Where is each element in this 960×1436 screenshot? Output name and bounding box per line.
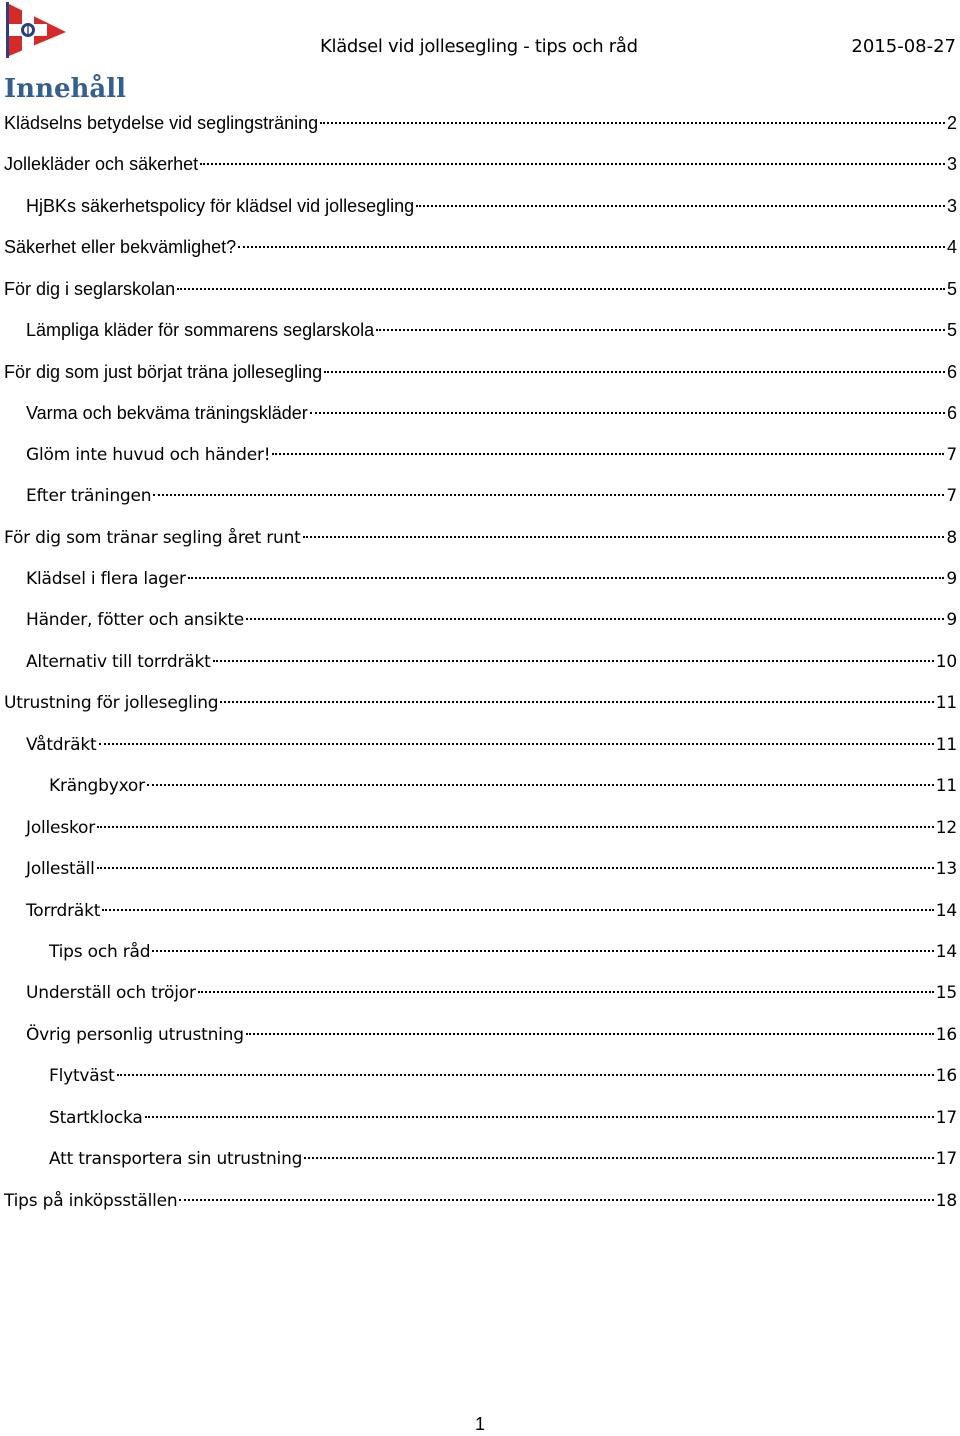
toc-entry[interactable] [26, 569, 957, 595]
toc-entry-page-number[interactable]: 2 [946, 113, 957, 133]
toc-leader-dots [102, 909, 934, 911]
toc-entry[interactable] [49, 1149, 957, 1175]
toc-leader-dots [220, 701, 933, 703]
toc-leader-dots [179, 1199, 933, 1201]
toc-entry-page-number[interactable]: 3 [946, 195, 957, 216]
toc-entry[interactable] [26, 403, 957, 429]
toc-entry-label[interactable]: Tips på inköpsställen [4, 1190, 178, 1211]
toc-leader-dots [145, 1116, 934, 1118]
toc-entry-label[interactable]: Torrdräkt [26, 900, 101, 921]
toc-entry-label[interactable]: Lämpliga kläder för sommarens seglarskola [26, 320, 375, 341]
toc-entry-page-number[interactable]: 9 [946, 610, 957, 631]
toc-leader-dots [303, 536, 945, 538]
toc-entry-page-number[interactable]: 6 [946, 361, 957, 382]
toc-entry-label[interactable]: Att transportera sin utrustning [49, 1149, 303, 1170]
toc-entry[interactable] [26, 818, 957, 844]
toc-leader-dots [188, 577, 945, 579]
page-header [0, 0, 960, 62]
toc-leader-dots [272, 453, 944, 455]
toc-entry-label[interactable]: Händer, fötter och ansikte [26, 610, 245, 631]
toc-leader-dots [213, 660, 934, 662]
toc-leader-dots [238, 246, 945, 248]
toc-entry-label[interactable]: Klädsel i flera lager [26, 568, 186, 589]
toc-entry[interactable] [4, 113, 957, 139]
toc-entry-label[interactable]: Övrig personlig utrustning [26, 1024, 244, 1045]
toc-entry-label[interactable]: Alternativ till torrdräkt [26, 651, 211, 672]
toc-entry-page-number[interactable]: 8 [946, 527, 957, 548]
toc-entry-page-number[interactable]: 6 [946, 403, 957, 424]
toc-entry-label[interactable]: Jollekläder och säkerhet [4, 154, 199, 175]
toc-entry-page-number[interactable]: 17 [935, 1149, 957, 1170]
toc-entry-page-number[interactable]: 15 [935, 983, 957, 1004]
toc-entry-page-number[interactable]: 16 [935, 1024, 957, 1045]
club-burgee-flag-icon [4, 2, 68, 58]
toc-entry-label[interactable]: Varma och bekväma träningskläder [26, 403, 308, 424]
toc-leader-dots [310, 412, 945, 414]
toc-entry[interactable] [49, 1066, 957, 1092]
toc-entry-label[interactable]: Efter träningen [26, 486, 152, 507]
toc-entry-page-number[interactable]: 5 [946, 278, 957, 299]
toc-leader-dots [246, 1033, 934, 1035]
toc-entry-label[interactable]: Glöm inte huvud och händer! [26, 444, 271, 465]
toc-entry[interactable] [49, 776, 957, 802]
toc-leader-dots [324, 371, 945, 373]
toc-entry[interactable] [26, 1025, 957, 1051]
toc-entry[interactable] [49, 942, 957, 968]
toc-entry-label[interactable]: Jolleställ [26, 859, 95, 880]
toc-entry-page-number[interactable]: 11 [935, 776, 957, 797]
toc-leader-dots [99, 743, 934, 745]
toc-leader-dots [304, 1157, 934, 1159]
toc-entry[interactable] [4, 237, 957, 263]
toc-entry-label[interactable]: För dig i seglarskolan [4, 278, 176, 299]
toc-entry[interactable] [4, 154, 957, 180]
toc-entry-page-number[interactable]: 16 [935, 1066, 957, 1087]
toc-entry-page-number[interactable]: 11 [935, 693, 957, 714]
toc-leader-dots [416, 205, 945, 207]
toc-entry-page-number[interactable]: 12 [935, 817, 957, 838]
toc-leader-dots [198, 991, 934, 993]
toc-entry-label[interactable]: Startklocka [49, 1107, 143, 1128]
toc-entry-label[interactable]: Tips och råd [49, 942, 151, 962]
toc-entry[interactable] [4, 362, 957, 388]
document-date: 2015-08-27 [851, 36, 956, 57]
toc-entry[interactable] [4, 528, 957, 554]
toc-entry-label[interactable]: För dig som just börjat träna jollesegling [4, 361, 323, 382]
toc-entry-label[interactable]: Flytväst [49, 1066, 115, 1087]
toc-entry-page-number[interactable]: 4 [946, 237, 957, 258]
toc-entry[interactable] [26, 320, 957, 346]
toc-leader-dots [152, 950, 933, 952]
toc-entry-page-number[interactable]: 5 [946, 320, 957, 341]
toc-entry-label[interactable]: Säkerhet eller bekvämlighet? [4, 237, 237, 258]
toc-heading: Innehåll [4, 74, 127, 104]
page-number: 1 [474, 1414, 485, 1434]
toc-leader-dots [147, 784, 934, 786]
toc-entry[interactable] [26, 901, 957, 927]
toc-entry[interactable] [26, 445, 957, 471]
toc-entry-label[interactable]: Underställ och tröjor [26, 983, 196, 1004]
toc-leader-dots [117, 1074, 934, 1076]
toc-entry-page-number[interactable]: 14 [935, 900, 957, 921]
toc-entry[interactable] [26, 735, 957, 761]
toc-leader-dots [320, 122, 945, 124]
toc-leader-dots [200, 163, 945, 165]
toc-entry-label[interactable]: Våtdräkt [26, 734, 97, 755]
toc-leader-dots [153, 494, 944, 496]
toc-leader-dots [376, 329, 945, 331]
toc-leader-dots [97, 867, 934, 869]
toc-entry[interactable] [4, 279, 957, 305]
toc-entry[interactable] [26, 983, 957, 1009]
document-title: Klädsel vid jollesegling - tips och råd [320, 36, 638, 57]
toc-entry-label[interactable]: Utrustning för jollesegling [4, 693, 219, 714]
toc-entry-label[interactable]: För dig som tränar segling året runt [4, 527, 301, 548]
toc-entry-page-number[interactable]: 17 [935, 1107, 957, 1128]
toc-entry[interactable] [4, 1191, 957, 1217]
toc-entry-page-number[interactable]: 18 [935, 1190, 957, 1211]
toc-entry[interactable] [26, 610, 957, 636]
toc-leader-dots [177, 288, 945, 290]
toc-entry[interactable] [4, 693, 957, 719]
toc-leader-dots [246, 618, 944, 620]
toc-leader-dots [97, 826, 934, 828]
toc-entry-page-number[interactable]: 13 [935, 859, 957, 880]
toc-entry[interactable] [26, 859, 957, 885]
toc-entry-page-number[interactable]: 11 [935, 734, 957, 755]
toc-entry[interactable] [49, 1108, 957, 1134]
toc-entry[interactable] [26, 652, 957, 678]
toc-entry-page-number[interactable]: 7 [946, 486, 957, 507]
toc-entry-label[interactable]: HjBKs säkerhetspolicy för klädsel vid jollesegling [26, 195, 415, 216]
toc-entry-page-number[interactable]: 7 [946, 444, 957, 465]
toc-entry-page-number[interactable]: 9 [946, 568, 957, 589]
toc-entry[interactable] [26, 196, 957, 222]
toc-entry-label[interactable]: Klädselns betydelse vid seglingsträning [4, 113, 319, 133]
toc-entry[interactable] [26, 486, 957, 512]
toc-entry-label[interactable]: Jolleskor [26, 817, 96, 838]
toc-entry-page-number[interactable]: 14 [935, 942, 957, 962]
toc-entry-page-number[interactable]: 10 [935, 651, 957, 672]
toc-entry-page-number[interactable]: 3 [946, 154, 957, 175]
toc-entry-label[interactable]: Krängbyxor [49, 776, 145, 797]
